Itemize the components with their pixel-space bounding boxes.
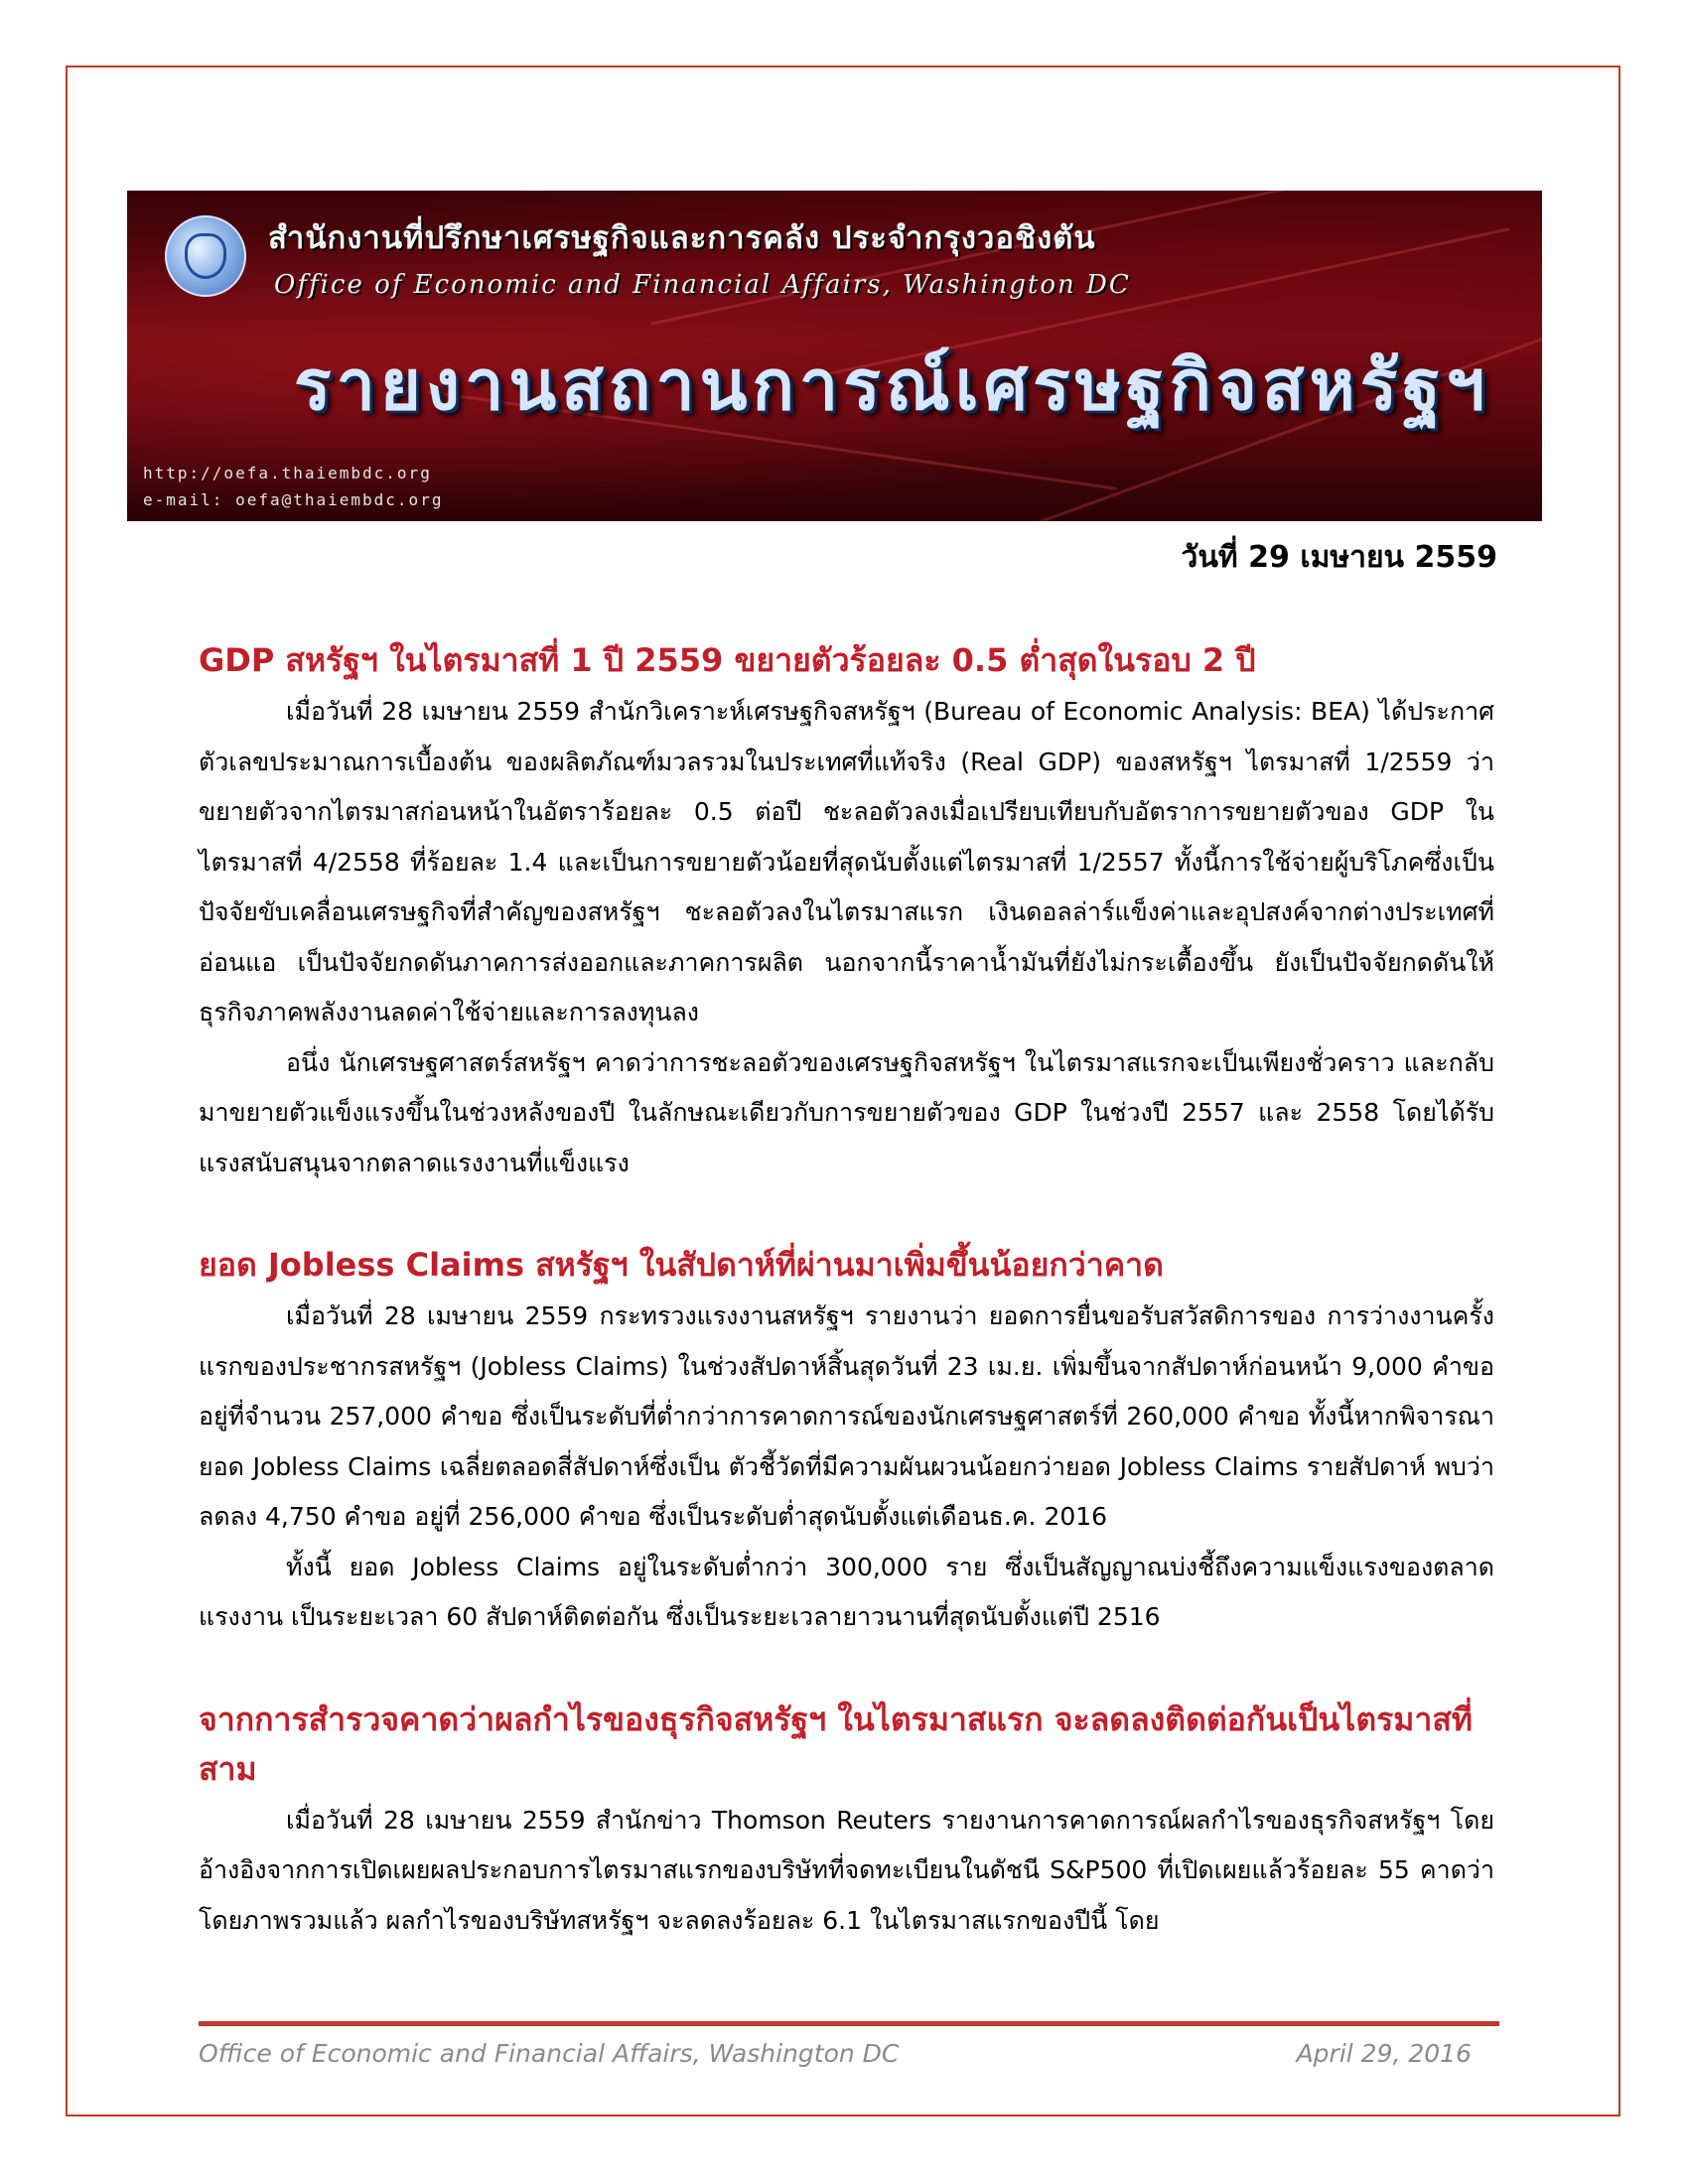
section-heading: GDP สหรัฐฯ ในไตรมาสที่ 1 ปี 2559 ขยายตัวร้อยละ 0.5 ต่ำสุดในรอบ 2 ปี [199,641,1256,679]
banner-website-url[interactable]: http://oefa.thaiembdc.org [143,464,432,482]
header-banner [127,191,1542,521]
banner-thai-office-name: สำนักงานที่ปรึกษาเศรษฐกิจและการคลัง ประจำกรุงวอชิงตัน [268,220,1096,256]
section-corporate-profits [199,1695,1494,1947]
document-date: วันที่ 29 เมษายน 2559 [1181,540,1497,575]
banner-english-office-name: Office of Economic and Financial Affairs, Washington DC [274,270,1131,300]
royal-seal-icon [165,215,246,297]
section-gdp [199,635,1494,1188]
section-paragraph: เมื่อวันที่ 28 เมษายน 2559 สำนักข่าว Thomson Reuters รายงานการคาดการณ์ผลกำไรของธุรกิจสหรัฐฯ โดยอ้างอิงจากการเปิดเผยผลประกอบการไตรมาสแรกของบริษัทที่จดทะเบียนในดัชนี S&P500 ที่เปิดเผยแล้วร้อยละ 55 คาดว่าโดยภาพรวมแล้ว ผลกำไรของบริษัทสหรัฐฯ จะลดลงร้อยละ 6.1 ในไตรมาสแรกของปีนี้ โดย [199,1805,1494,1935]
footer-divider [199,2021,1499,2026]
section-paragraph: อนึ่ง นักเศรษฐศาสตร์สหรัฐฯ คาดว่าการชะลอตัวของเศรษฐกิจสหรัฐฯ ในไตรมาสแรกจะเป็นเพียงชั่วคราว และกลับมาขยายตัวแข็งแรงขึ้นในช่วงหลังของปี ในลักษณะเดียวกับการขยายตัวของ GDP ในช่วงปี 2557 และ 2558 โดยได้รับแรงสนับสนุนจากตลาดแรงงานที่แข็งแรง [199,1047,1494,1177]
banner-email[interactable]: e-mail: oefa@thaiembdc.org [143,490,444,509]
footer-office-name: Office of Economic and Financial Affairs, Washington DC [199,2039,900,2068]
footer-date: April 29, 2016 [1296,2039,1472,2068]
section-paragraph: ทั้งนี้ ยอด Jobless Claims อยู่ในระดับต่ำกว่า 300,000 ราย ซึ่งเป็นสัญญาณบ่งชี้ถึงความแข็งแรงของตลาดแรงงาน เป็นระยะเวลา 60 สัปดาห์ติดต่อกัน ซึ่งเป็นระยะเวลายาวนานที่สุดนับตั้งแต่ปี 2516 [199,1552,1494,1631]
section-heading: ยอด Jobless Claims สหรัฐฯ ในสัปดาห์ที่ผ่านมาเพิ่มขึ้นน้อยกว่าคาด [199,1246,1164,1284]
banner-report-title: รายงานสถานการณ์เศรษฐกิจสหรัฐฯ [294,344,1490,426]
section-heading: จากการสำรวจคาดว่าผลกำไรของธุรกิจสหรัฐฯ ในไตรมาสแรก จะลดลงติดต่อกันเป็นไตรมาสที่สาม [199,1700,1473,1788]
document-body [199,635,1494,1997]
section-paragraph: เมื่อวันที่ 28 เมษายน 2559 สำนักวิเคราะห์เศรษฐกิจสหรัฐฯ (Bureau of Economic Analysis: BEA) ได้ประกาศตัวเลขประมาณการเบื้องต้น ของผลิตภัณฑ์มวลรวมในประเทศที่แท้จริง (Real GDP) ของสหรัฐฯ ไตรมาสที่ 1/2559 ว่าขยายตัวจากไตรมาสก่อนหน้าในอัตราร้อยละ 0.5 ต่อปี ชะลอตัวลงเมื่อเปรียบเทียบกับอัตราการขยายตัวของ GDP ในไตรมาสที่ 4/2558 ที่ร้อยละ 1.4 และเป็นการขยายตัวน้อยที่สุดนับตั้งแต่ไตรมาสที่ 1/2557 ทั้งนี้การใช้จ่ายผู้บริโภคซึ่งเป็นปัจจัยขับเคลื่อนเศรษฐกิจที่สำคัญของสหรัฐฯ ชะลอตัวลงในไตรมาสแรก เงินดอลล่าร์แข็งค่าและอุปสงค์จากต่างประเทศที่อ่อนแอ เป็นปัจจัยกดดันภาคการส่งออกและภาคการผลิต นอกจากนี้ราคาน้ำมันที่ยังไม่กระเตื้องขึ้น ยังเป็นปัจจัยกดดันให้ธุรกิจภาคพลังงานลดค่าใช้จ่ายและการลงทุนลง [199,697,1494,1026]
section-jobless-claims [199,1240,1494,1643]
section-paragraph: เมื่อวันที่ 28 เมษายน 2559 กระทรวงแรงงานสหรัฐฯ รายงานว่า ยอดการยื่นขอรับสวัสดิการของ การว่างงานครั้งแรกของประชากรสหรัฐฯ (Jobless Claims) ในช่วงสัปดาห์สิ้นสุดวันที่ 23 เม.ย. เพิ่มขึ้นจากสัปดาห์ก่อนหน้า 9,000 คำขอ อยู่ที่จำนวน 257,000 คำขอ ซึ่งเป็นระดับที่ต่ำกว่าการคาดการณ์ของนักเศรษฐศาสตร์ที่ 260,000 คำขอ ทั้งนี้หากพิจารณายอด Jobless Claims เฉลี่ยตลอดสี่สัปดาห์ซึ่งเป็น ตัวชี้วัดที่มีความผันผวนน้อยกว่ายอด Jobless Claims รายสัปดาห์ พบว่าลดลง 4,750 คำขอ อยู่ที่ 256,000 คำขอ ซึ่งเป็นระดับต่ำสุดนับตั้งแต่เดือนธ.ค. 2016 [199,1301,1494,1531]
